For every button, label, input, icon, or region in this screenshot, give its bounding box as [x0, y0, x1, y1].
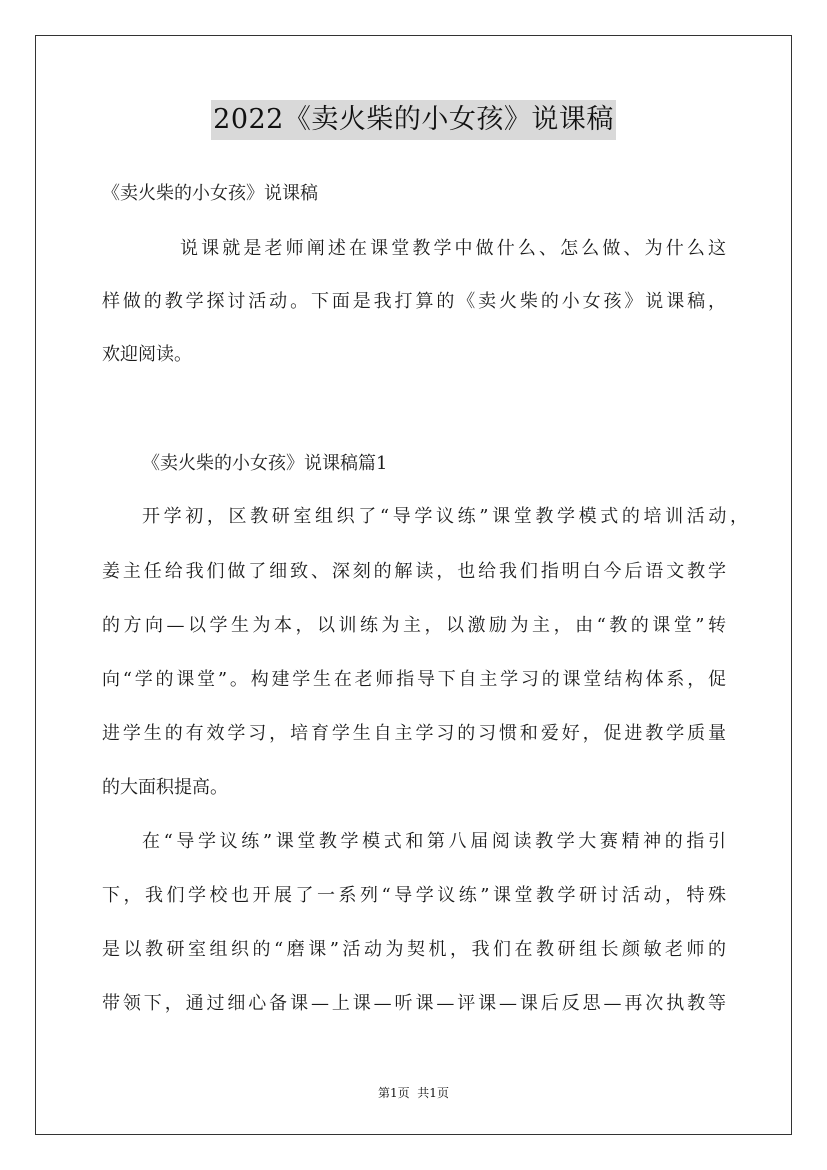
- paragraph1-line-6: 的大面积提高。: [102, 777, 228, 798]
- document-title: 2022《卖火柴的小女孩》说课稿: [211, 100, 616, 140]
- paragraph1-line-2: 姜主任给我们做了细致、深刻的解读，也给我们指明白今后语文教学: [102, 561, 726, 582]
- paragraph1-line-5: 进学生的有效学习，培育学生自主学习的习惯和爱好，促进教学质量: [102, 723, 726, 744]
- section-heading: 《卖火柴的小女孩》说课稿篇1: [142, 453, 388, 474]
- title-container: [0, 100, 827, 140]
- paragraph2-line-4: 带领下，通过细心备课—上课—听课—评课—课后反思—再次执教等: [102, 993, 726, 1014]
- paragraph1-line-4: 向“学的课堂”。构建学生在老师指导下自主学习的课堂结构体系，促: [102, 669, 726, 690]
- paragraph1-line-3: 的方向—以学生为本，以训练为主，以激励为主，由“教的课堂”转: [102, 615, 726, 636]
- page-footer: 第1页 共1页: [378, 1086, 449, 1100]
- intro-line-3: 欢迎阅读。: [102, 344, 192, 365]
- intro-line-2: 样做的教学探讨活动。下面是我打算的《卖火柴的小女孩》说课稿，: [102, 291, 726, 312]
- intro-line-1: 说课就是老师阐述在课堂教学中做什么、怎么做、为什么这: [180, 238, 726, 259]
- paragraph1-line-1: 开学初，区教研室组织了“导学议练”课堂教学模式的培训活动，: [142, 506, 748, 527]
- document-subtitle: 《卖火柴的小女孩》说课稿: [102, 183, 318, 204]
- paragraph2-line-2: 下，我们学校也开展了一系列“导学议练”课堂教学研讨活动，特殊: [102, 885, 726, 906]
- paragraph2-line-3: 是以教研室组织的“磨课”活动为契机，我们在教研组长颜敏老师的: [102, 939, 726, 960]
- paragraph2-line-1: 在“导学议练”课堂教学模式和第八届阅读教学大赛精神的指引: [142, 831, 726, 852]
